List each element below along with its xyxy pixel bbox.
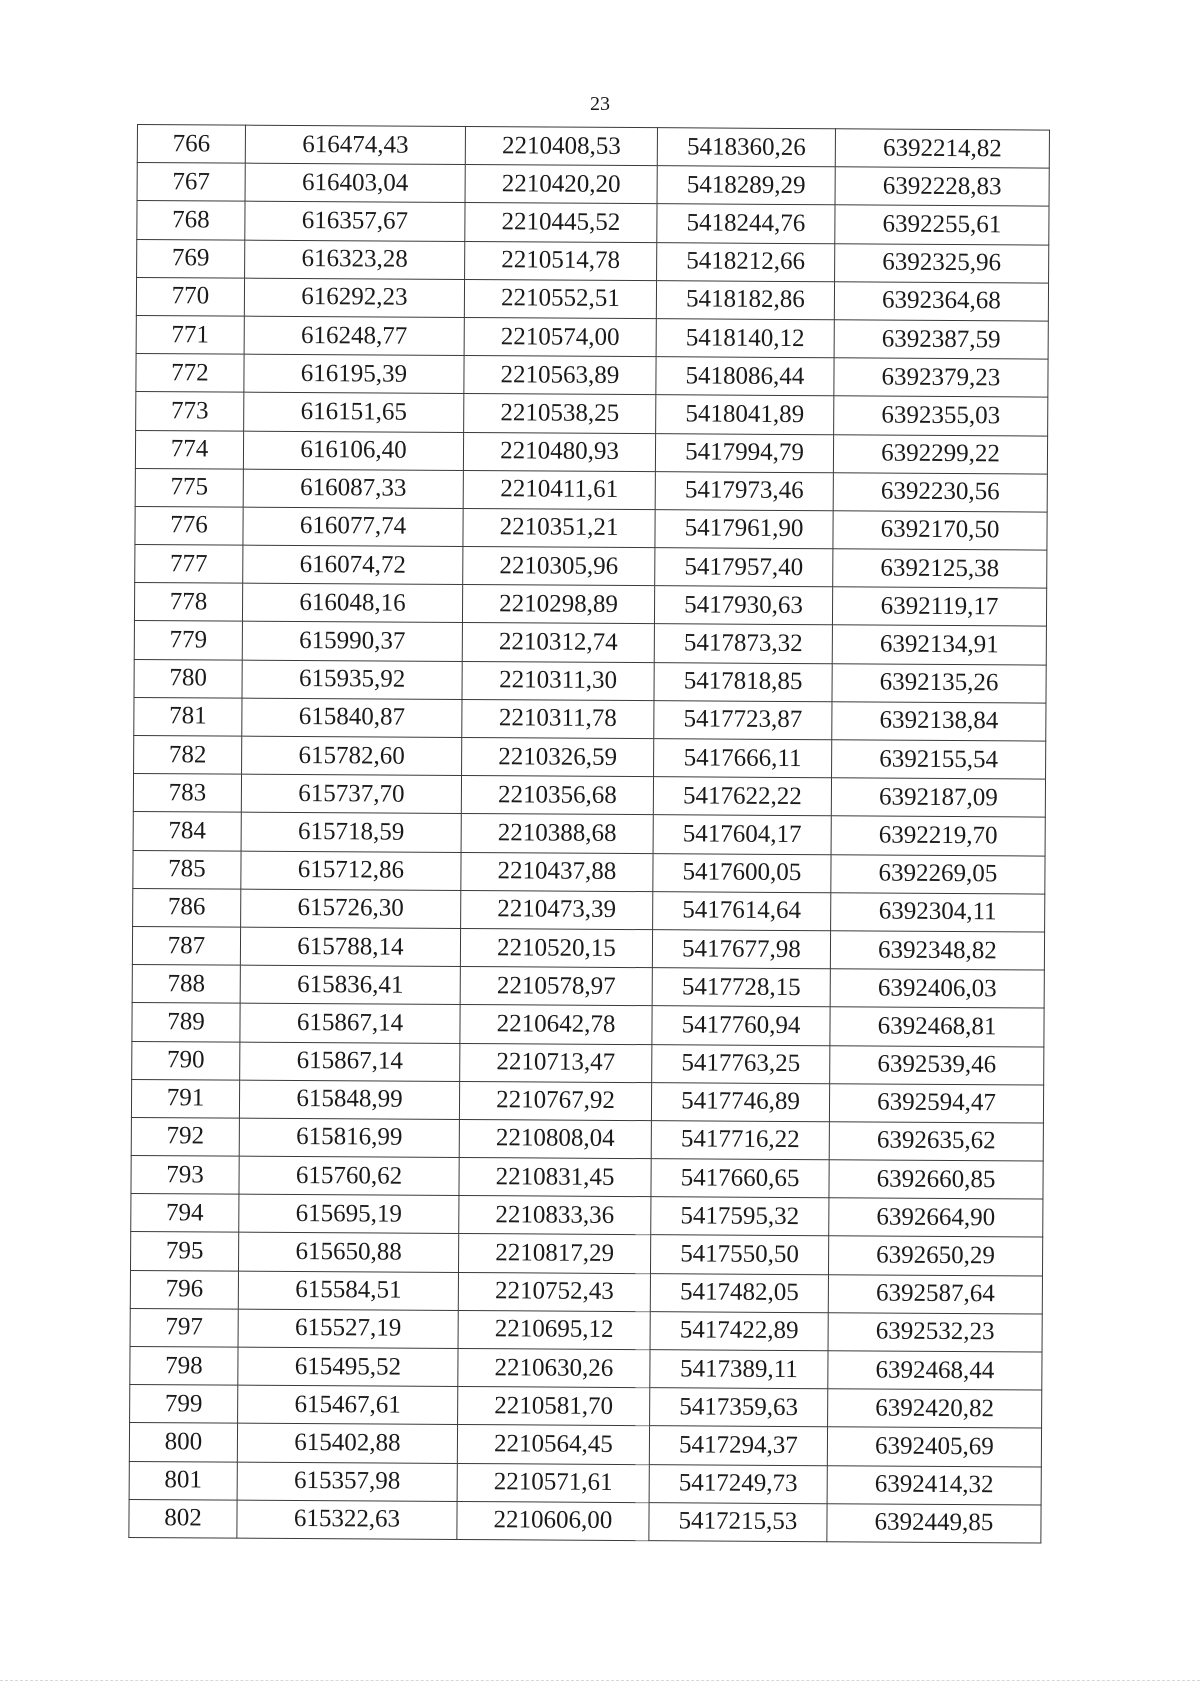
- coord-3-cell: 5417600,05: [653, 853, 831, 892]
- coord-4-cell: 6392304,11: [831, 893, 1045, 932]
- coord-2-cell: 2210817,29: [458, 1234, 650, 1273]
- coord-1-cell: 615867,14: [240, 1003, 460, 1043]
- point-number-cell: 771: [136, 315, 244, 354]
- coord-2-cell: 2210695,12: [458, 1310, 650, 1349]
- table-row: [134, 583, 1046, 627]
- table-row: [136, 392, 1048, 436]
- coord-1-cell: 615712,86: [241, 851, 461, 891]
- coord-2-cell: 2210445,52: [465, 203, 657, 242]
- coord-4-cell: 6392214,82: [835, 129, 1049, 168]
- table-row: [135, 430, 1047, 474]
- coord-4-cell: 6392379,23: [834, 358, 1048, 397]
- coord-1-cell: 615357,98: [237, 1462, 457, 1502]
- point-number-cell: 775: [135, 468, 243, 507]
- coord-2-cell: 2210420,20: [465, 165, 657, 204]
- coord-1-cell: 615650,88: [238, 1233, 458, 1273]
- coord-4-cell: 6392170,50: [833, 511, 1047, 550]
- coord-2-cell: 2210326,59: [462, 737, 654, 776]
- coord-2-cell: 2210356,68: [461, 776, 653, 815]
- table-row: [133, 774, 1045, 818]
- point-number-cell: 768: [137, 201, 245, 240]
- coord-3-cell: 5417723,87: [654, 700, 832, 739]
- table-row: [129, 1423, 1041, 1467]
- table-row: [136, 277, 1048, 321]
- coord-2-cell: 2210388,68: [461, 814, 653, 853]
- point-number-cell: 777: [135, 545, 243, 584]
- coord-1-cell: 615935,92: [242, 660, 462, 700]
- point-number-cell: 773: [136, 392, 244, 431]
- coord-4-cell: 6392299,22: [833, 434, 1047, 473]
- coord-1-cell: 615788,14: [240, 927, 460, 967]
- point-number-cell: 802: [129, 1499, 237, 1538]
- table-row: [130, 1308, 1042, 1352]
- coord-1-cell: 615737,70: [241, 774, 461, 814]
- point-number-cell: 772: [136, 354, 244, 393]
- coord-3-cell: 5418244,76: [657, 204, 835, 243]
- table-row: [136, 315, 1048, 359]
- coord-2-cell: 2210564,45: [457, 1425, 649, 1464]
- coord-1-cell: 615816,99: [239, 1118, 459, 1158]
- coord-2-cell: 2210581,70: [458, 1387, 650, 1426]
- table-row: [132, 926, 1044, 970]
- coord-3-cell: 5417359,63: [650, 1388, 828, 1427]
- coord-2-cell: 2210552,51: [464, 279, 656, 318]
- point-number-cell: 793: [131, 1156, 239, 1195]
- table-row: [130, 1270, 1042, 1314]
- point-number-cell: 798: [130, 1346, 238, 1385]
- coord-2-cell: 2210630,26: [458, 1348, 650, 1387]
- coord-3-cell: 5417961,90: [655, 510, 833, 549]
- table-row: [132, 1041, 1044, 1085]
- coord-1-cell: 615467,61: [238, 1385, 458, 1425]
- coord-2-cell: 2210831,45: [459, 1158, 651, 1197]
- point-number-cell: 790: [132, 1041, 240, 1080]
- point-number-cell: 786: [133, 888, 241, 927]
- coord-4-cell: 6392406,03: [830, 969, 1044, 1008]
- coord-3-cell: 5417595,32: [651, 1197, 829, 1236]
- point-number-cell: 796: [130, 1270, 238, 1309]
- table-row: [131, 1079, 1043, 1123]
- coord-4-cell: 6392405,69: [827, 1427, 1041, 1466]
- coord-3-cell: 5418289,29: [657, 166, 835, 205]
- coord-4-cell: 6392355,03: [834, 396, 1048, 435]
- coord-3-cell: 5417622,22: [653, 777, 831, 816]
- coord-2-cell: 2210833,36: [459, 1196, 651, 1235]
- point-number-cell: 767: [137, 163, 245, 202]
- coord-3-cell: 5417660,65: [651, 1159, 829, 1198]
- table-row: [136, 354, 1048, 398]
- coordinates-table: [128, 124, 1050, 1543]
- point-number-cell: 791: [131, 1079, 239, 1118]
- point-number-cell: 770: [136, 277, 244, 316]
- coord-1-cell: 616106,40: [243, 431, 463, 471]
- coord-3-cell: 5417294,37: [649, 1426, 827, 1465]
- point-number-cell: 788: [132, 965, 240, 1004]
- point-number-cell: 800: [129, 1423, 237, 1462]
- coord-3-cell: 5417994,79: [655, 433, 833, 472]
- coord-1-cell: 616048,16: [242, 583, 462, 623]
- page-number: 23: [590, 93, 610, 115]
- scan-edge-line: [0, 1680, 1200, 1681]
- coord-4-cell: 6392138,84: [832, 702, 1046, 741]
- table-row: [130, 1232, 1042, 1276]
- coord-2-cell: 2210305,96: [463, 547, 655, 586]
- coord-3-cell: 5418360,26: [657, 128, 835, 167]
- coord-1-cell: 615495,52: [238, 1347, 458, 1387]
- coord-2-cell: 2210473,39: [461, 890, 653, 929]
- table-row: [135, 545, 1047, 589]
- point-number-cell: 778: [134, 583, 242, 622]
- coord-3-cell: 5417957,40: [655, 548, 833, 587]
- coord-2-cell: 2210538,25: [464, 394, 656, 433]
- coord-1-cell: 616077,74: [243, 507, 463, 547]
- point-number-cell: 801: [129, 1461, 237, 1500]
- coord-3-cell: 5417973,46: [655, 471, 833, 510]
- point-number-cell: 779: [134, 621, 242, 660]
- point-number-cell: 782: [134, 735, 242, 774]
- coord-4-cell: 6392135,26: [832, 663, 1046, 702]
- point-number-cell: 780: [134, 659, 242, 698]
- coord-1-cell: 616474,43: [245, 125, 465, 165]
- coord-3-cell: 5417215,53: [649, 1502, 827, 1541]
- coord-1-cell: 615990,37: [242, 622, 462, 662]
- coord-2-cell: 2210808,04: [459, 1119, 651, 1158]
- coord-2-cell: 2210520,15: [460, 928, 652, 967]
- coord-4-cell: 6392468,44: [828, 1351, 1042, 1390]
- coord-4-cell: 6392255,61: [835, 205, 1049, 244]
- coord-4-cell: 6392539,46: [830, 1045, 1044, 1084]
- coord-1-cell: 616323,28: [245, 240, 465, 280]
- coord-4-cell: 6392364,68: [834, 282, 1048, 321]
- coord-3-cell: 5418212,66: [657, 242, 835, 281]
- coord-2-cell: 2210514,78: [465, 241, 657, 280]
- coord-1-cell: 616403,04: [245, 163, 465, 203]
- table-row: [137, 125, 1049, 169]
- coord-4-cell: 6392219,70: [831, 816, 1045, 855]
- coord-4-cell: 6392650,29: [828, 1236, 1042, 1275]
- table-row: [134, 697, 1046, 741]
- coord-4-cell: 6392532,23: [828, 1313, 1042, 1352]
- coord-1-cell: 616195,39: [244, 354, 464, 394]
- coord-1-cell: 615527,19: [238, 1309, 458, 1349]
- coord-2-cell: 2210642,78: [460, 1005, 652, 1044]
- point-number-cell: 769: [137, 239, 245, 278]
- coord-4-cell: 6392594,47: [829, 1083, 1043, 1122]
- point-number-cell: 776: [135, 506, 243, 545]
- coord-3-cell: 5417550,50: [650, 1235, 828, 1274]
- point-number-cell: 785: [133, 850, 241, 889]
- table-row: [133, 850, 1045, 894]
- coord-2-cell: 2210411,61: [463, 470, 655, 509]
- coord-2-cell: 2210298,89: [462, 585, 654, 624]
- point-number-cell: 781: [134, 697, 242, 736]
- coordinates-sheet: [128, 124, 1049, 1543]
- table-row: [133, 812, 1045, 856]
- coord-1-cell: 615867,14: [240, 1042, 460, 1082]
- coord-1-cell: 616357,67: [245, 202, 465, 242]
- coord-4-cell: 6392228,83: [835, 167, 1049, 206]
- coord-4-cell: 6392125,38: [833, 549, 1047, 588]
- coord-2-cell: 2210563,89: [464, 356, 656, 395]
- point-number-cell: 797: [130, 1308, 238, 1347]
- point-number-cell: 784: [133, 812, 241, 851]
- coordinates-table-body: [129, 125, 1050, 1543]
- table-row: [133, 888, 1045, 932]
- coord-1-cell: 616292,23: [244, 278, 464, 318]
- coord-3-cell: 5417760,94: [652, 1006, 830, 1045]
- coord-3-cell: 5417716,22: [651, 1121, 829, 1160]
- coord-4-cell: 6392635,62: [829, 1122, 1043, 1161]
- table-row: [130, 1346, 1042, 1390]
- point-number-cell: 774: [135, 430, 243, 469]
- coord-3-cell: 5417666,11: [654, 739, 832, 778]
- coord-4-cell: 6392325,96: [835, 243, 1049, 282]
- coord-4-cell: 6392269,05: [831, 854, 1045, 893]
- coord-1-cell: 616151,65: [244, 392, 464, 432]
- table-row: [137, 163, 1049, 207]
- table-row: [129, 1461, 1041, 1505]
- coord-3-cell: 5418086,44: [656, 357, 834, 396]
- table-row: [130, 1385, 1042, 1429]
- coord-1-cell: 615782,60: [242, 736, 462, 776]
- point-number-cell: 787: [132, 926, 240, 965]
- coord-1-cell: 616074,72: [243, 545, 463, 585]
- coord-3-cell: 5417746,89: [651, 1082, 829, 1121]
- coord-1-cell: 615322,63: [237, 1500, 457, 1540]
- coord-2-cell: 2210311,78: [462, 699, 654, 738]
- table-row: [131, 1156, 1043, 1200]
- coord-4-cell: 6392348,82: [830, 931, 1044, 970]
- table-row: [135, 468, 1047, 512]
- coord-1-cell: 615848,99: [239, 1080, 459, 1120]
- coord-1-cell: 615840,87: [242, 698, 462, 738]
- coord-4-cell: 6392420,82: [828, 1389, 1042, 1428]
- table-row: [137, 239, 1049, 283]
- table-row: [134, 621, 1046, 665]
- table-row: [137, 201, 1049, 245]
- coord-3-cell: 5417728,15: [652, 968, 830, 1007]
- coord-4-cell: 6392134,91: [832, 625, 1046, 664]
- coord-4-cell: 6392155,54: [832, 740, 1046, 779]
- coord-3-cell: 5417818,85: [654, 662, 832, 701]
- coord-4-cell: 6392387,59: [834, 320, 1048, 359]
- table-row: [131, 1117, 1043, 1161]
- point-number-cell: 799: [130, 1385, 238, 1424]
- coord-3-cell: 5417873,32: [654, 624, 832, 663]
- table-row: [135, 506, 1047, 550]
- coord-4-cell: 6392230,56: [833, 472, 1047, 511]
- coord-2-cell: 2210578,97: [460, 967, 652, 1006]
- table-row: [131, 1194, 1043, 1238]
- coord-2-cell: 2210571,61: [457, 1463, 649, 1502]
- coord-4-cell: 6392187,09: [831, 778, 1045, 817]
- coord-2-cell: 2210311,30: [462, 661, 654, 700]
- coord-4-cell: 6392119,17: [832, 587, 1046, 626]
- coord-3-cell: 5417763,25: [652, 1044, 830, 1083]
- coord-2-cell: 2210312,74: [462, 623, 654, 662]
- coord-2-cell: 2210480,93: [463, 432, 655, 471]
- coord-4-cell: 6392664,90: [829, 1198, 1043, 1237]
- point-number-cell: 766: [137, 125, 245, 164]
- coord-3-cell: 5418182,86: [656, 280, 834, 319]
- coord-1-cell: 616087,33: [243, 469, 463, 509]
- table-row: [134, 735, 1046, 779]
- coord-4-cell: 6392660,85: [829, 1160, 1043, 1199]
- coord-2-cell: 2210574,00: [464, 317, 656, 356]
- coord-3-cell: 5417422,89: [650, 1311, 828, 1350]
- coord-2-cell: 2210752,43: [458, 1272, 650, 1311]
- coord-3-cell: 5417482,05: [650, 1273, 828, 1312]
- coord-4-cell: 6392449,85: [827, 1503, 1041, 1542]
- table-row: [132, 1003, 1044, 1047]
- point-number-cell: 783: [133, 774, 241, 813]
- table-row: [134, 659, 1046, 703]
- coord-3-cell: 5417249,73: [649, 1464, 827, 1503]
- coord-3-cell: 5418140,12: [656, 319, 834, 358]
- coord-1-cell: 615402,88: [237, 1424, 457, 1464]
- coord-4-cell: 6392587,64: [828, 1274, 1042, 1313]
- coord-1-cell: 615836,41: [240, 965, 460, 1005]
- table-row: [129, 1499, 1041, 1543]
- coord-3-cell: 5417389,11: [650, 1350, 828, 1389]
- coord-3-cell: 5417604,17: [653, 815, 831, 854]
- coord-1-cell: 615760,62: [239, 1156, 459, 1196]
- point-number-cell: 795: [130, 1232, 238, 1271]
- coord-3-cell: 5417677,98: [652, 930, 830, 969]
- point-number-cell: 794: [131, 1194, 239, 1233]
- coord-2-cell: 2210437,88: [461, 852, 653, 891]
- coord-1-cell: 616248,77: [244, 316, 464, 356]
- point-number-cell: 789: [132, 1003, 240, 1042]
- coord-1-cell: 615584,51: [238, 1271, 458, 1311]
- coord-2-cell: 2210408,53: [465, 127, 657, 166]
- coord-2-cell: 2210351,21: [463, 508, 655, 547]
- coord-2-cell: 2210713,47: [460, 1043, 652, 1082]
- coord-4-cell: 6392414,32: [827, 1465, 1041, 1504]
- coord-1-cell: 615718,59: [241, 813, 461, 853]
- coord-1-cell: 615695,19: [239, 1194, 459, 1234]
- point-number-cell: 792: [131, 1117, 239, 1156]
- coord-3-cell: 5418041,89: [656, 395, 834, 434]
- coord-2-cell: 2210767,92: [459, 1081, 651, 1120]
- coord-3-cell: 5417930,63: [654, 586, 832, 625]
- coord-1-cell: 615726,30: [241, 889, 461, 929]
- coord-3-cell: 5417614,64: [653, 891, 831, 930]
- coord-2-cell: 2210606,00: [457, 1501, 649, 1540]
- table-row: [132, 965, 1044, 1009]
- coord-4-cell: 6392468,81: [830, 1007, 1044, 1046]
